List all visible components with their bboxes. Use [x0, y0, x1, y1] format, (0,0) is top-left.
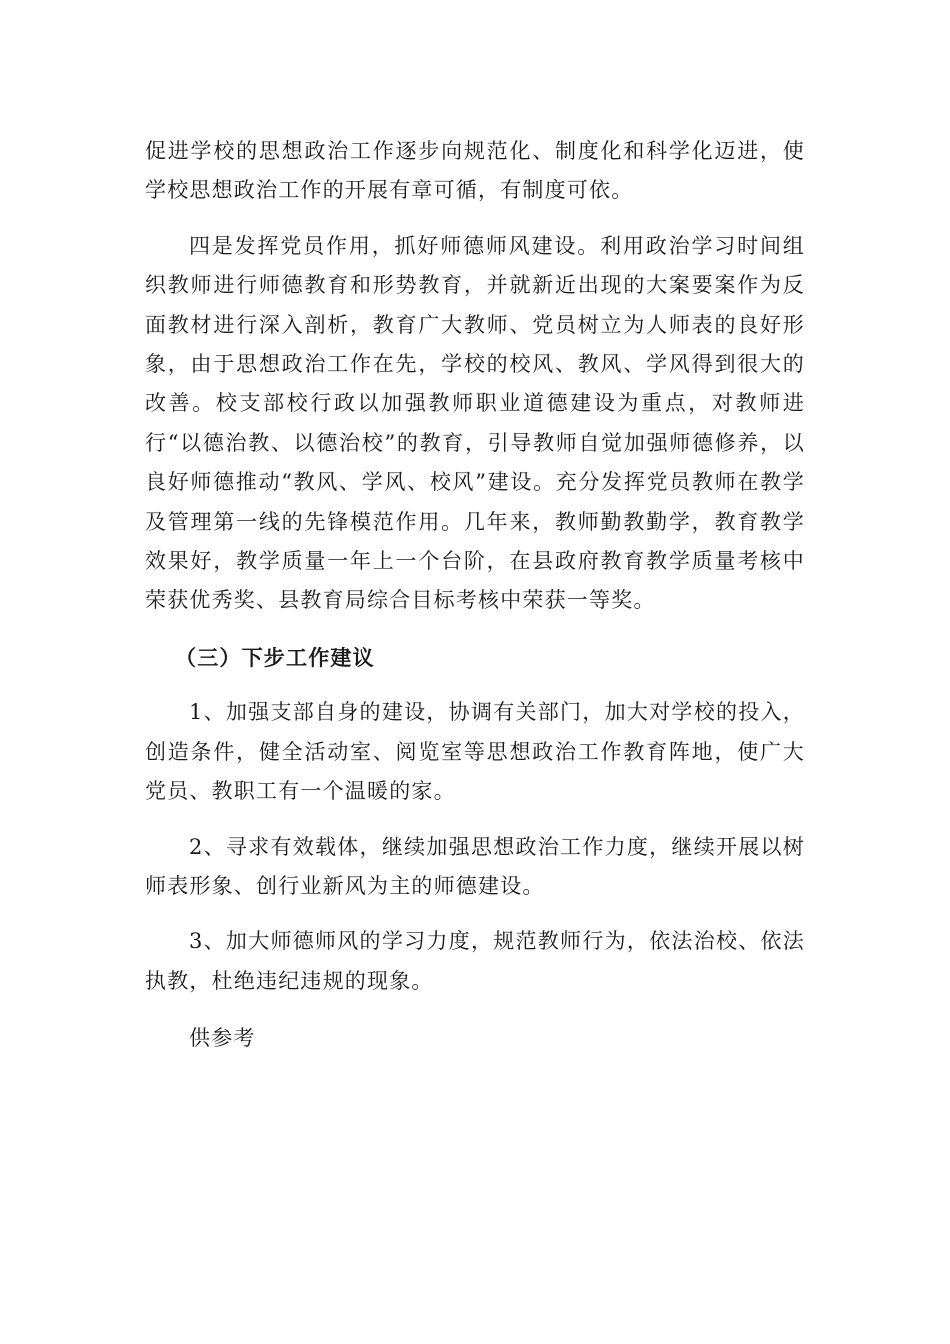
suggestion-item-3: 3、加大师德师风的学习力度，规范教师行为，依法治校、依法执教，杜绝违纪违规的现象。	[145, 929, 805, 993]
closing-note: 供参考	[189, 1026, 256, 1051]
paragraph-teacher-ethics: 四是发挥党员作用，抓好师德师风建设。利用政治学习时间组织教师进行师德教育和形势教育，并就新近出现的大案要案作为反面教材进行深入剖析，教育广大教师、党员树立为人师表的良好形象，由于思想政治工作在先，学校的校风、教风、学风得到很大的改善。校支部校行政以加强教师职业道德建设为重点，对教师进行“以德治教、以德治校”的教育，引导教师自觉加强师德修养，以良好师德推动“教风、学风、校风”建设。充分发挥党员教师在教学及管理第一线的先锋模范作用。几年来，教师勤教勤学，教育教学效果好，教学质量一年上一个台阶，在县政府教育教学质量考核中荣获优秀奖、县教育局综合目标考核中荣获一等奖。	[145, 233, 805, 613]
suggestion-item-2: 2、寻求有效载体，继续加强思想政治工作力度，继续开展以树师表形象、创行业新风为主的师德建设。	[145, 834, 805, 898]
paragraph-continuation: 促进学校的思想政治工作逐步向规范化、制度化和科学化迈进，使学校思想政治工作的开展有章可循，有制度可依。	[145, 139, 805, 203]
document-page	[145, 132, 805, 1059]
section-heading: （三）下步工作建议	[175, 644, 375, 670]
suggestion-item-1: 1、加强支部自身的建设，协调有关部门，加大对学校的投入，创造条件，健全活动室、阅览室等思想政治工作教育阵地，使广大党员、教职工有一个温暖的家。	[145, 700, 805, 804]
